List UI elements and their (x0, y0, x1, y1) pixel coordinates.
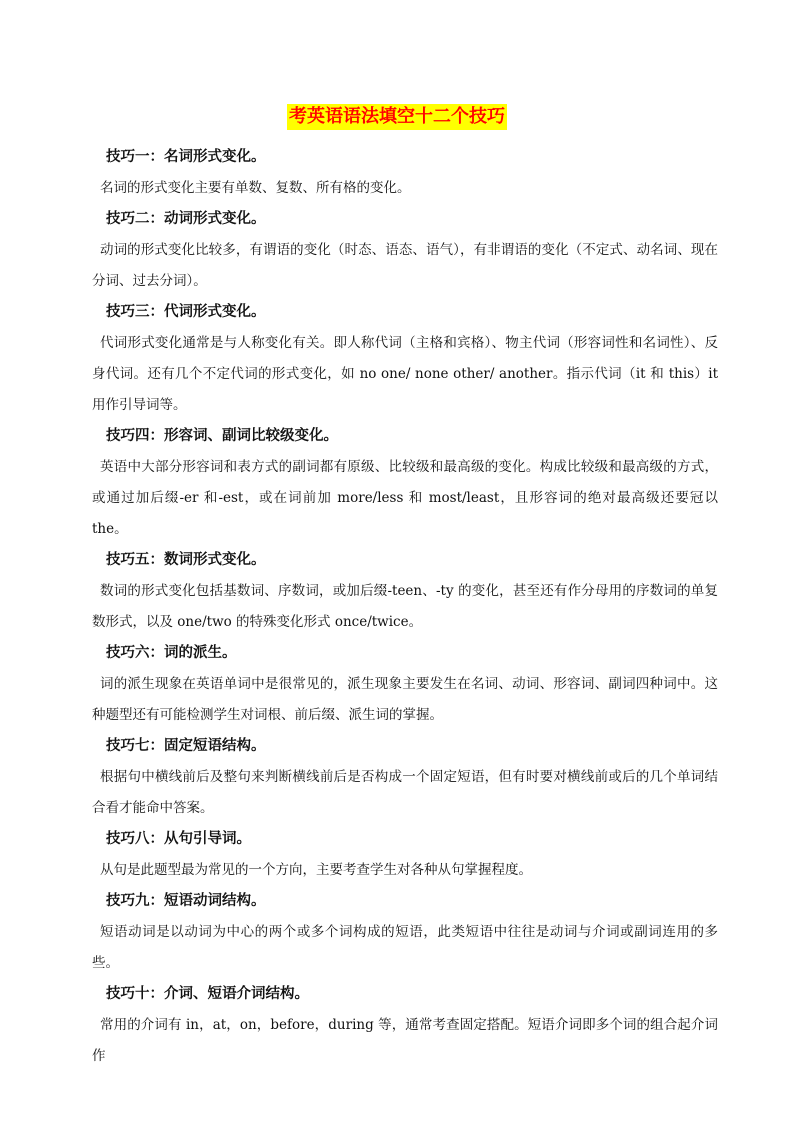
section-body: 词的派生现象在英语单词中是很常见的，派生现象主要发生在名词、动词、形容词、副词四种词中。这种题型还有可能检测学生对词根、前后缀、派生词的掌握。 (92, 676, 718, 723)
section-heading: 技巧六：词的派生。 (106, 645, 237, 661)
section-1 (92, 142, 718, 204)
section-8 (92, 824, 718, 886)
section-heading: 技巧四：形容词、副词比较级变化。 (106, 428, 338, 444)
section-heading: 技巧八：从句引导词。 (106, 831, 251, 847)
title-wrap (76, 104, 718, 134)
section-body: 代词形式变化通常是与人称变化有关。即人称代词（主格和宾格）、物主代词（形容词性和名词性）、反身代词。还有几个不定代词的形式变化，如 no one/ none other/ another。指示代词（it 和 this）it 用作引导词等。 (92, 335, 718, 413)
section-heading: 技巧一：名词形式变化。 (106, 149, 266, 165)
section-5 (92, 545, 718, 638)
section-2 (92, 204, 718, 297)
section-body: 短语动词是以动词为中心的两个或多个词构成的短语，此类短语中往往是动词与介词或副词连用的多些。 (92, 924, 718, 971)
section-body: 根据句中横线前后及整句来判断横线前后是否构成一个固定短语，但有时要对横线前或后的几个单词结合看才能命中答案。 (92, 769, 718, 816)
section-heading: 技巧二：动词形式变化。 (106, 211, 266, 227)
section-heading: 技巧七：固定短语结构。 (106, 738, 266, 754)
section-10 (92, 979, 718, 1072)
section-heading: 技巧五：数词形式变化。 (106, 552, 266, 568)
section-heading: 技巧九：短语动词结构。 (106, 893, 266, 909)
section-6 (92, 638, 718, 731)
section-9 (92, 886, 718, 979)
section-body: 常用的介词有 in，at，on，before，during 等，通常考查固定搭配。短语介词即多个词的组合起介词作 (92, 1017, 718, 1064)
section-4 (92, 421, 718, 545)
section-body: 数词的形式变化包括基数词、序数词，或加后缀-teen、-ty 的变化，甚至还有作分母用的序数词的单复数形式，以及 one/two 的特殊变化形式 once/twice。 (92, 583, 718, 630)
section-heading: 技巧十：介词、短语介词结构。 (106, 986, 309, 1002)
document-title: 考英语语法填空十二个技巧 (287, 104, 507, 130)
section-body: 动词的形式变化比较多，有谓语的变化（时态、语态、语气），有非谓语的变化（不定式、动名词、现在分词、过去分词）。 (92, 242, 718, 289)
section-body: 英语中大部分形容词和表方式的副词都有原级、比较级和最高级的变化。构成比较级和最高级的方式，或通过加后缀-er 和-est，或在词前加 more/less 和 most/least，且形容词的绝对最高级还要冠以 the。 (92, 459, 718, 537)
section-7 (92, 731, 718, 824)
section-heading: 技巧三：代词形式变化。 (106, 304, 266, 320)
section-3 (92, 297, 718, 421)
section-body: 从句是此题型最为常见的一个方向，主要考查学生对各种从句掌握程度。 (100, 862, 532, 878)
section-body: 名词的形式变化主要有单数、复数、所有格的变化。 (100, 180, 411, 196)
